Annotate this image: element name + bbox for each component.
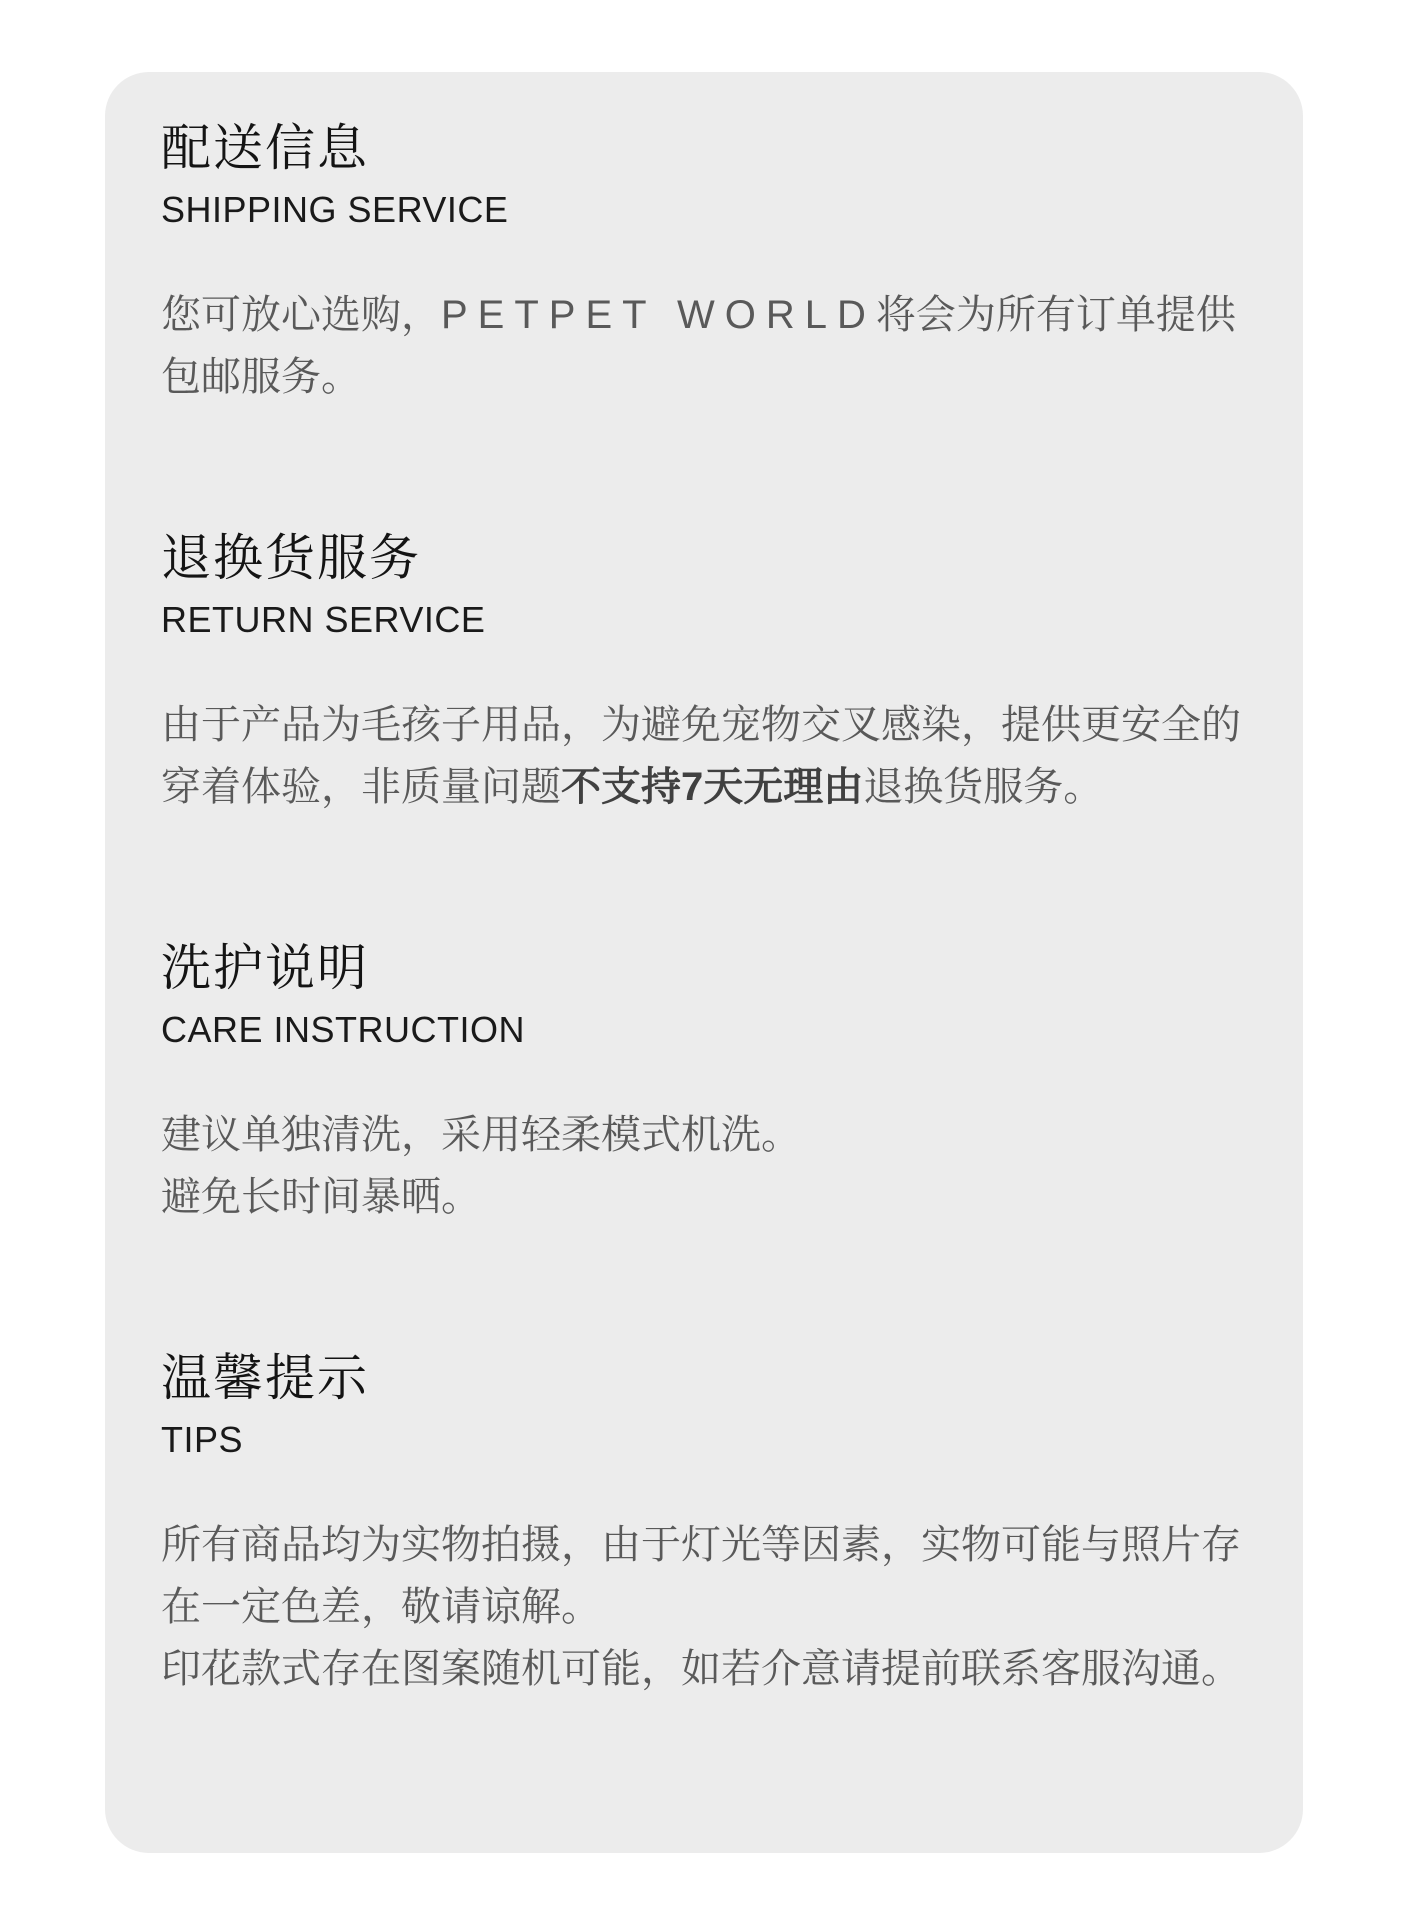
section-care (161, 938, 1247, 1228)
info-card (105, 72, 1303, 1853)
return-title-en: RETURN SERVICE (161, 599, 486, 640)
return-paragraph (161, 694, 1247, 818)
return-text-normal-2: 退换货服务。 (863, 765, 1104, 809)
shipping-title-en: SHIPPING SERVICE (161, 189, 509, 230)
section-shipping (161, 118, 1247, 408)
return-title-cn: 退换货服务 (161, 530, 421, 586)
tips-title-cn: 温馨提示 (161, 1350, 369, 1406)
section-tips (161, 1348, 1247, 1700)
care-paragraph-line-2: 避免长时间暴晒。 (161, 1175, 481, 1219)
shipping-text-after-brand: 将会为所有订单提供包邮服务。 (161, 293, 1236, 399)
return-text-normal-1: 由于产品为毛孩子用品，为避免宠物交叉感染，提供更安全的穿着体验，非质量问题 (161, 703, 1241, 809)
section-return (161, 528, 1247, 818)
shipping-paragraph (161, 284, 1247, 408)
return-text-emphasis: 不支持7天无理由 (561, 765, 864, 809)
shipping-title-cn: 配送信息 (161, 120, 369, 176)
care-title-cn: 洗护说明 (161, 940, 369, 996)
tips-paragraph-2: 印花款式存在图案随机可能，如若介意请提前联系客服沟通。 (161, 1647, 1241, 1691)
tips-title-en: TIPS (161, 1419, 244, 1460)
tips-paragraph-1: 所有商品均为实物拍摄，由于灯光等因素，实物可能与照片存在一定色差，敬请谅解。 (161, 1523, 1241, 1629)
shipping-text-before-brand: 您可放心选购， (161, 293, 441, 337)
care-paragraph-line-1: 建议单独清洗，采用轻柔模式机洗。 (161, 1113, 801, 1157)
care-title-en: CARE INSTRUCTION (161, 1009, 526, 1050)
brand-name: PETPET WORLD (441, 293, 876, 337)
